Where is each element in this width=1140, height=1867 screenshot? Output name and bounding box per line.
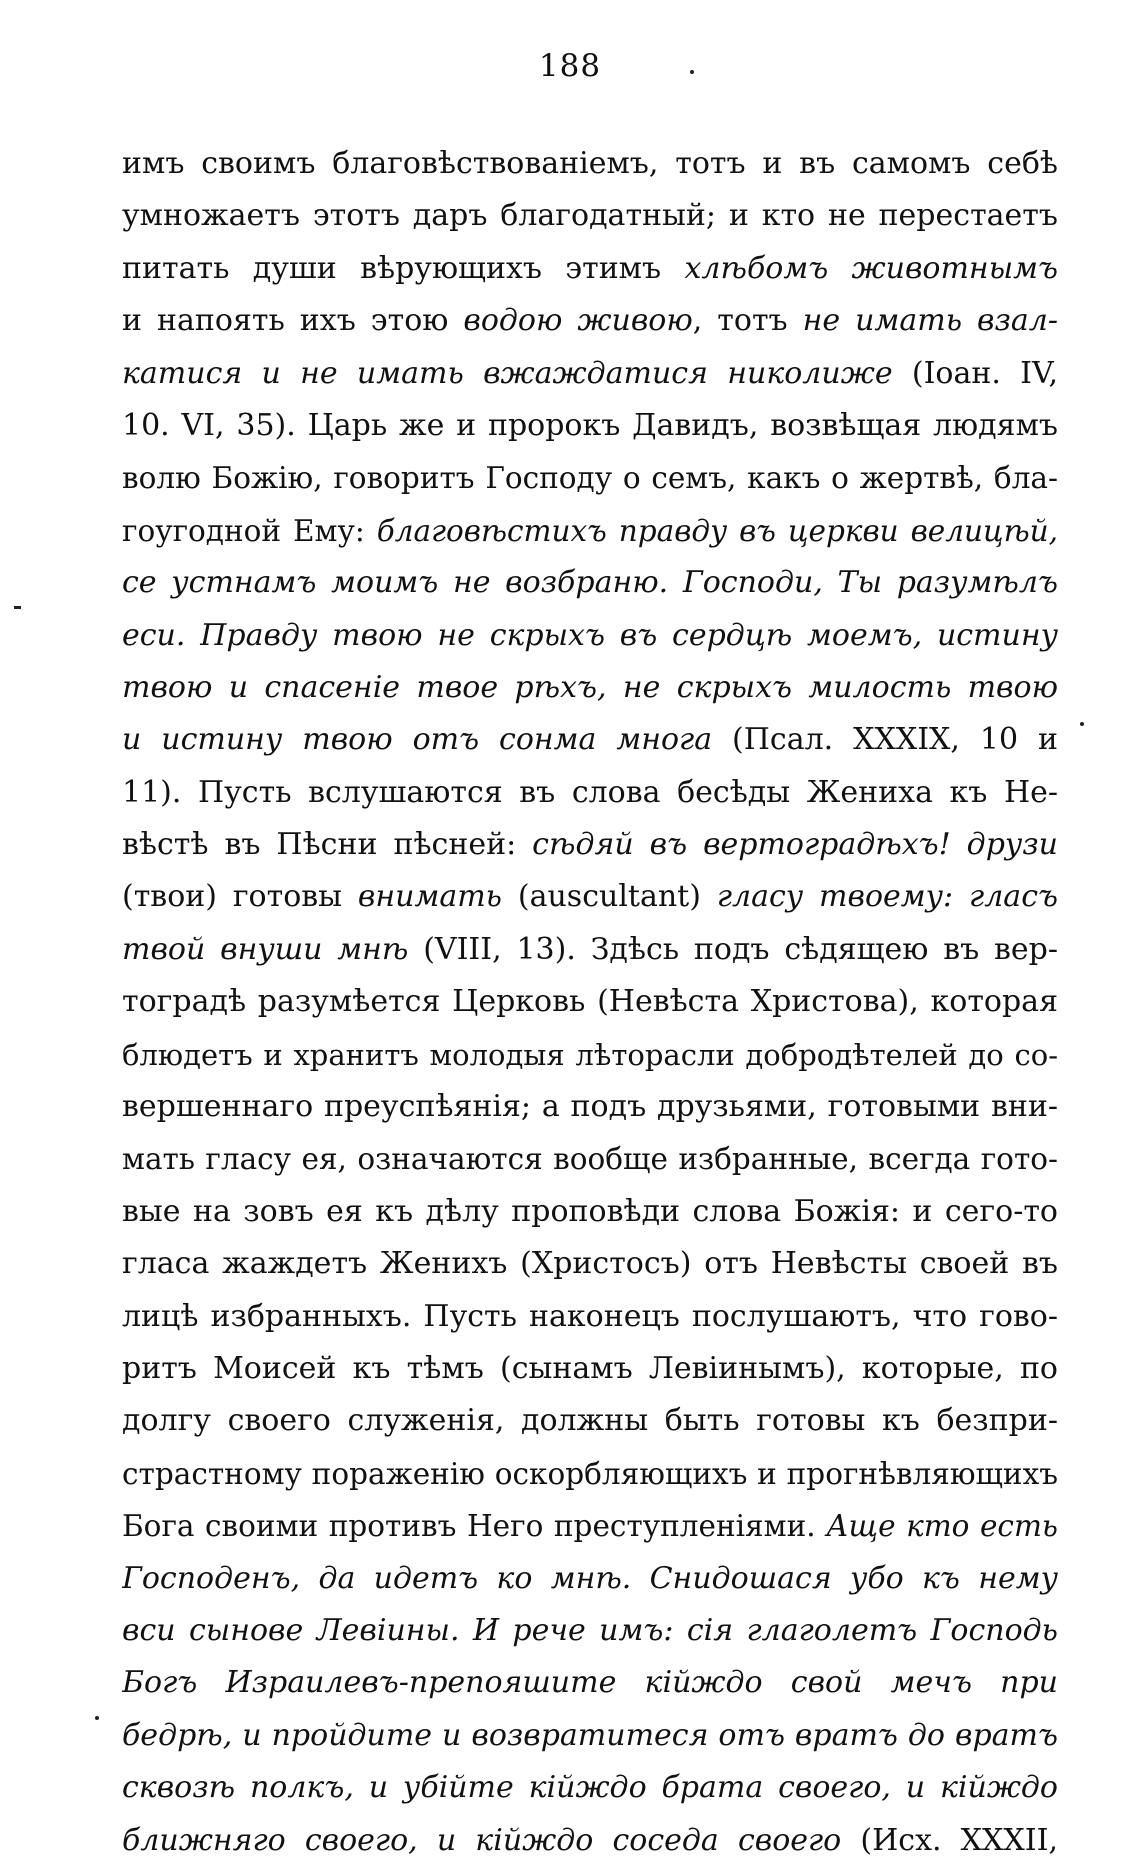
text-segment: ритъ Моисей къ тѣмъ (сынамъ Левіинымъ), которые, по (122, 1350, 1058, 1386)
text-segment: (Псал. XXXIX, 10 и (712, 722, 1058, 758)
text-segment: долгу своего служенія, должны быть готовы къ безпри- (122, 1403, 1058, 1439)
text-line (122, 505, 1058, 557)
print-speck (95, 1716, 99, 1720)
text-segment: мать гласу ея, означаются вообще избранные, всегда гото- (122, 1142, 1058, 1177)
text-segment: (auscultant) (502, 879, 717, 915)
italic-quotation: внимать (357, 879, 503, 915)
page-number: 188 (538, 48, 602, 84)
text-segment: (Іоан. IV, (892, 355, 1058, 391)
italic-quotation: Аще кто есть (826, 1509, 1058, 1544)
text-line (122, 243, 1058, 295)
text-line (122, 138, 1058, 190)
text-line (122, 1395, 1058, 1447)
italic-quotation: вси сынове Левіины. И рече имъ: сія глаголетъ Господь (122, 1612, 1058, 1648)
text-segment: и напоять ихъ этою (122, 303, 464, 339)
text-segment: волю Божію, говоритъ Господу о семъ, какъ о жертвѣ, бла- (122, 461, 1058, 496)
text-line (122, 1815, 1058, 1867)
italic-quotation: твой внуши мнѣ (122, 931, 409, 967)
italic-quotation: благовѣстихъ правду въ церкви велицѣй, (376, 513, 1058, 548)
italic-quotation: твою и спасеніе твое рѣхъ, не скрыхъ милость твою (122, 669, 1058, 705)
italic-quotation: Богъ Израилевъ-препояшите кійждо свой мечъ при (122, 1665, 1058, 1701)
text-segment: вые на зовъ ея къ дѣлу проповѣди слова Божія: и сего-то (122, 1193, 1058, 1229)
text-segment: вершеннаго преуспѣянія; а подъ друзьями, готовыми вни- (122, 1089, 1058, 1125)
text-segment: гласа жаждетъ Женихъ (Христосъ) отъ Невѣсты своей въ (122, 1246, 1058, 1282)
text-segment: 10. VI, 35). Царь же и пророкъ Давидъ, возвѣщая людямъ (122, 407, 1058, 443)
text-segment: тоградѣ разумѣется Церковь (Невѣста Христова), которая (122, 984, 1058, 1020)
text-line (122, 976, 1058, 1028)
italic-quotation: сѣдяй въ вертоградѣхъ! друзи (532, 827, 1058, 863)
text-line (122, 452, 1058, 504)
print-speck (690, 70, 694, 74)
text-segment: (VIII, 13). Здѣсь подъ сѣдящею въ вер- (408, 931, 1058, 967)
text-line (122, 1657, 1058, 1709)
text-segment: имъ своимъ благовѣствованіемъ, тотъ и въ самомъ себѣ (122, 146, 1058, 181)
text-line (122, 924, 1058, 976)
text-line (122, 1343, 1058, 1395)
text-line (122, 1291, 1058, 1343)
text-line (122, 1186, 1058, 1238)
text-line (122, 400, 1058, 452)
text-line (122, 295, 1058, 347)
text-line (122, 1081, 1058, 1133)
italic-quotation: не имать взал- (802, 303, 1058, 339)
text-segment: , тотъ (692, 303, 803, 339)
text-line (122, 714, 1058, 766)
body-text (122, 138, 1058, 1867)
text-segment: вѣстѣ въ Пѣсни пѣсней: (122, 827, 533, 863)
text-segment: (твои) готовы (122, 879, 358, 915)
text-line (122, 1710, 1058, 1762)
text-line (122, 557, 1058, 609)
text-segment: 11). Пусть вслушаются въ слова бесѣды Жениха къ Не- (122, 774, 1058, 810)
text-line (122, 767, 1058, 819)
text-line (122, 1605, 1058, 1657)
text-line (122, 1553, 1058, 1605)
text-line (122, 662, 1058, 714)
italic-quotation: бедрѣ, и пройдите и возвратитеся отъ вратъ до вратъ (122, 1717, 1058, 1753)
italic-quotation: еси. Правду твою не скрыхъ въ сердцѣ моемъ, истину (122, 617, 1058, 653)
text-line (122, 1500, 1058, 1552)
text-segment: умножаетъ этотъ даръ благодатный; и кто не перестаетъ (122, 198, 1058, 234)
text-line (122, 610, 1058, 662)
text-segment: страстному пораженію оскорбляющихъ и прогнѣвляющихъ (122, 1456, 1058, 1491)
italic-quotation: ближняго своего, и кійждо соседа своего (122, 1822, 842, 1858)
text-line (122, 1133, 1058, 1185)
italic-quotation: водою живою (463, 303, 693, 339)
italic-quotation: катися и не имать вжаждатися николиже (122, 355, 893, 391)
italic-quotation: гласу твоему: гласъ (716, 879, 1058, 915)
italic-quotation: хлѣбомъ животнымъ (684, 250, 1058, 286)
margin-dash (14, 606, 21, 609)
print-speck (1080, 722, 1084, 726)
text-line (122, 1029, 1058, 1081)
italic-quotation: Господенъ, да идетъ ко мнѣ. Снидошася убо къ нему (122, 1560, 1058, 1596)
text-segment: Бога своими противъ Него преступленіями. (122, 1509, 827, 1544)
text-line (122, 1448, 1058, 1500)
text-line (122, 819, 1058, 871)
italic-quotation: и истину твою отъ сонма многа (122, 722, 713, 758)
text-line (122, 1238, 1058, 1290)
text-segment: (Исх. XXXII, (841, 1822, 1058, 1858)
italic-quotation: се устнамъ моимъ не возбраню. Господи, Ты разумѣлъ (122, 565, 1058, 601)
text-line (122, 190, 1058, 242)
text-segment: блюдетъ и хранитъ молодыя лѣторасли добродѣтелей до со- (122, 1037, 1058, 1072)
text-line (122, 348, 1058, 400)
text-segment: гоугодной Ему: (122, 513, 377, 548)
text-segment: лицѣ избранныхъ. Пусть наконецъ послушаютъ, что гово- (122, 1298, 1058, 1334)
text-line (122, 1762, 1058, 1814)
italic-quotation: сквозѣ полкъ, и убійте кійждо брата своего, и кійждо (122, 1770, 1058, 1806)
text-segment: питать души вѣрующихъ этимъ (122, 250, 685, 286)
text-line (122, 871, 1058, 923)
